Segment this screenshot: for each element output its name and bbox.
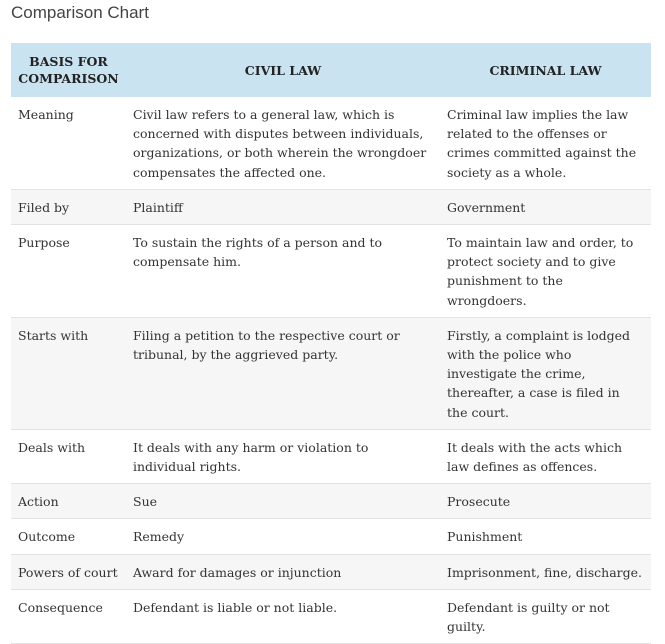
- civil-cell: Remedy: [126, 519, 440, 554]
- criminal-cell: It deals with the acts which law defines as offences.: [440, 429, 651, 483]
- comparison-table: [11, 43, 651, 644]
- table-row: [11, 189, 651, 224]
- civil-cell: Civil law refers to a general law, which is concerned with disputes between individuals, organizations, or both wherein the wrongdoer compensates the affected one.: [126, 97, 440, 189]
- civil-cell: Filing a petition to the respective court or tribunal, by the aggrieved party.: [126, 317, 440, 429]
- row-label: Meaning: [11, 97, 126, 189]
- civil-cell: Award for damages or injunction: [126, 554, 440, 589]
- header-criminal-law: CRIMINAL LAW: [489, 62, 602, 78]
- civil-cell: Defendant is liable or not liable.: [126, 589, 440, 643]
- header-basis: BASIS FOR COMPARISON: [18, 54, 119, 86]
- row-label: Outcome: [11, 519, 126, 554]
- header-civil-law: CIVIL LAW: [244, 62, 322, 78]
- row-label: Action: [11, 484, 126, 519]
- table-row: [11, 317, 651, 429]
- row-label: Purpose: [11, 225, 126, 318]
- row-label: Starts with: [11, 317, 126, 429]
- criminal-cell: Criminal law implies the law related to the offenses or crimes committed against the society as a whole.: [440, 97, 651, 189]
- civil-cell: It deals with any harm or violation to individual rights.: [126, 429, 440, 483]
- civil-cell: Sue: [126, 484, 440, 519]
- criminal-cell: Government: [440, 189, 651, 224]
- row-label: Deals with: [11, 429, 126, 483]
- criminal-cell: Defendant is guilty or not guilty.: [440, 589, 651, 643]
- row-label: Powers of court: [11, 554, 126, 589]
- table-row: [11, 97, 651, 189]
- criminal-cell: Prosecute: [440, 484, 651, 519]
- row-label: Consequence: [11, 589, 126, 643]
- criminal-cell: Punishment: [440, 519, 651, 554]
- table-row: [11, 554, 651, 589]
- criminal-cell: To maintain law and order, to protect society and to give punishment to the wrongdoers.: [440, 225, 651, 318]
- criminal-cell: Imprisonment, fine, discharge.: [440, 554, 651, 589]
- table-row: [11, 225, 651, 318]
- civil-cell: Plaintiff: [126, 189, 440, 224]
- table-row: [11, 589, 651, 643]
- table-row: [11, 519, 651, 554]
- table-row: [11, 484, 651, 519]
- criminal-cell: Firstly, a complaint is lodged with the police who investigate the crime, thereafter, a case is filed in the court.: [440, 317, 651, 429]
- civil-cell: To sustain the rights of a person and to compensate him.: [126, 225, 440, 318]
- table-row: [11, 429, 651, 483]
- page-title: Comparison Chart: [11, 3, 149, 22]
- table-header-row: [11, 43, 651, 97]
- row-label: Filed by: [11, 189, 126, 224]
